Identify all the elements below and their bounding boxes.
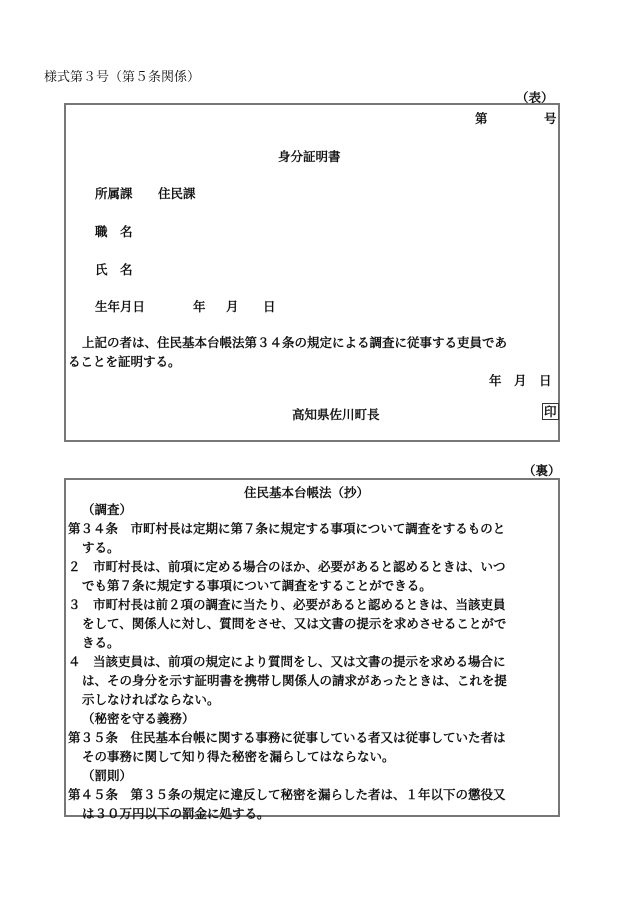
number-prefix: 第 xyxy=(475,111,488,126)
form-label: 様式第３号（第５条関係） xyxy=(44,70,201,85)
certificate-title: 身分証明書 xyxy=(278,149,341,164)
law-title: 住民基本台帳法（抄） xyxy=(244,485,370,500)
article-45-line-1: 第４５条 第３５条の規定に違反して秘密を漏らした者は、１年以下の懲役又 xyxy=(68,787,506,802)
article-34-line-1: 第３４条 市町村長は定期に第７条に規定する事項について調査をするものと xyxy=(68,521,506,536)
clause-3-line-3: きる。 xyxy=(82,635,120,650)
back-law-excerpt xyxy=(64,478,560,821)
seal-mark xyxy=(542,403,559,420)
birth-day: 日 xyxy=(263,299,276,314)
clause-4-line-1: ４ 当該吏員は、前項の規定により質問をし、又は文書の提示を求める場合に xyxy=(68,654,506,669)
position-label: 職 名 xyxy=(95,224,133,239)
statement-line-2: ることを証明する。 xyxy=(68,354,181,369)
heading-penalty: （罰則） xyxy=(82,768,133,783)
birth-year: 年 xyxy=(193,299,206,314)
article-35-line-1: 第３５条 住民基本台帳に関する事務に従事している者又は従事していた者は xyxy=(68,730,506,745)
clause-4-line-2: は、その身分を示す証明書を携帯し関係人の請求があったときは、これを提 xyxy=(82,673,507,688)
clause-2-line-2: でも第７条に規定する事項について調査をすることができる。 xyxy=(82,578,432,593)
front-side-label: （表） xyxy=(516,90,554,105)
article-45-line-2: は３０万円以下の罰金に処する。 xyxy=(82,806,270,821)
heading-investigation: （調査） xyxy=(82,502,133,517)
birth-label: 生年月日 xyxy=(95,299,146,314)
clause-3-line-1: ３ 市町村長は前２項の調査に当たり、必要があると認めるときは、当該吏員 xyxy=(68,597,506,612)
front-certificate xyxy=(64,103,560,442)
article-35-line-2: その事務に関して知り得た秘密を漏らしてはならない。 xyxy=(82,749,395,764)
heading-confidentiality: （秘密を守る義務） xyxy=(82,711,195,726)
clause-4-line-3: 示しなければならない。 xyxy=(82,692,220,707)
number-suffix: 号 xyxy=(544,111,557,126)
name-label: 氏 名 xyxy=(95,262,133,277)
issuer-name: 高知県佐川町長 xyxy=(292,407,380,422)
clause-3-line-2: をして、関係人に対し、質問をさせ、又は文書の提示を求めさせることがで xyxy=(82,616,507,631)
dept-value: 住民課 xyxy=(158,186,196,201)
birth-month: 月 xyxy=(226,299,239,314)
back-side-label: （裏） xyxy=(523,463,561,478)
article-34-line-2: する。 xyxy=(82,540,120,555)
issue-date: 年 月 日 xyxy=(489,373,552,388)
clause-2-line-1: ２ 市町村長は、前項に定める場合のほか、必要があると認めるときは、いつ xyxy=(68,559,506,574)
seal-stamp: 印 xyxy=(544,404,557,419)
statement-line-1: 上記の者は、住民基本台帳法第３４条の規定による調査に従事する吏員であ xyxy=(82,335,508,350)
dept-label: 所属課 xyxy=(95,186,133,201)
